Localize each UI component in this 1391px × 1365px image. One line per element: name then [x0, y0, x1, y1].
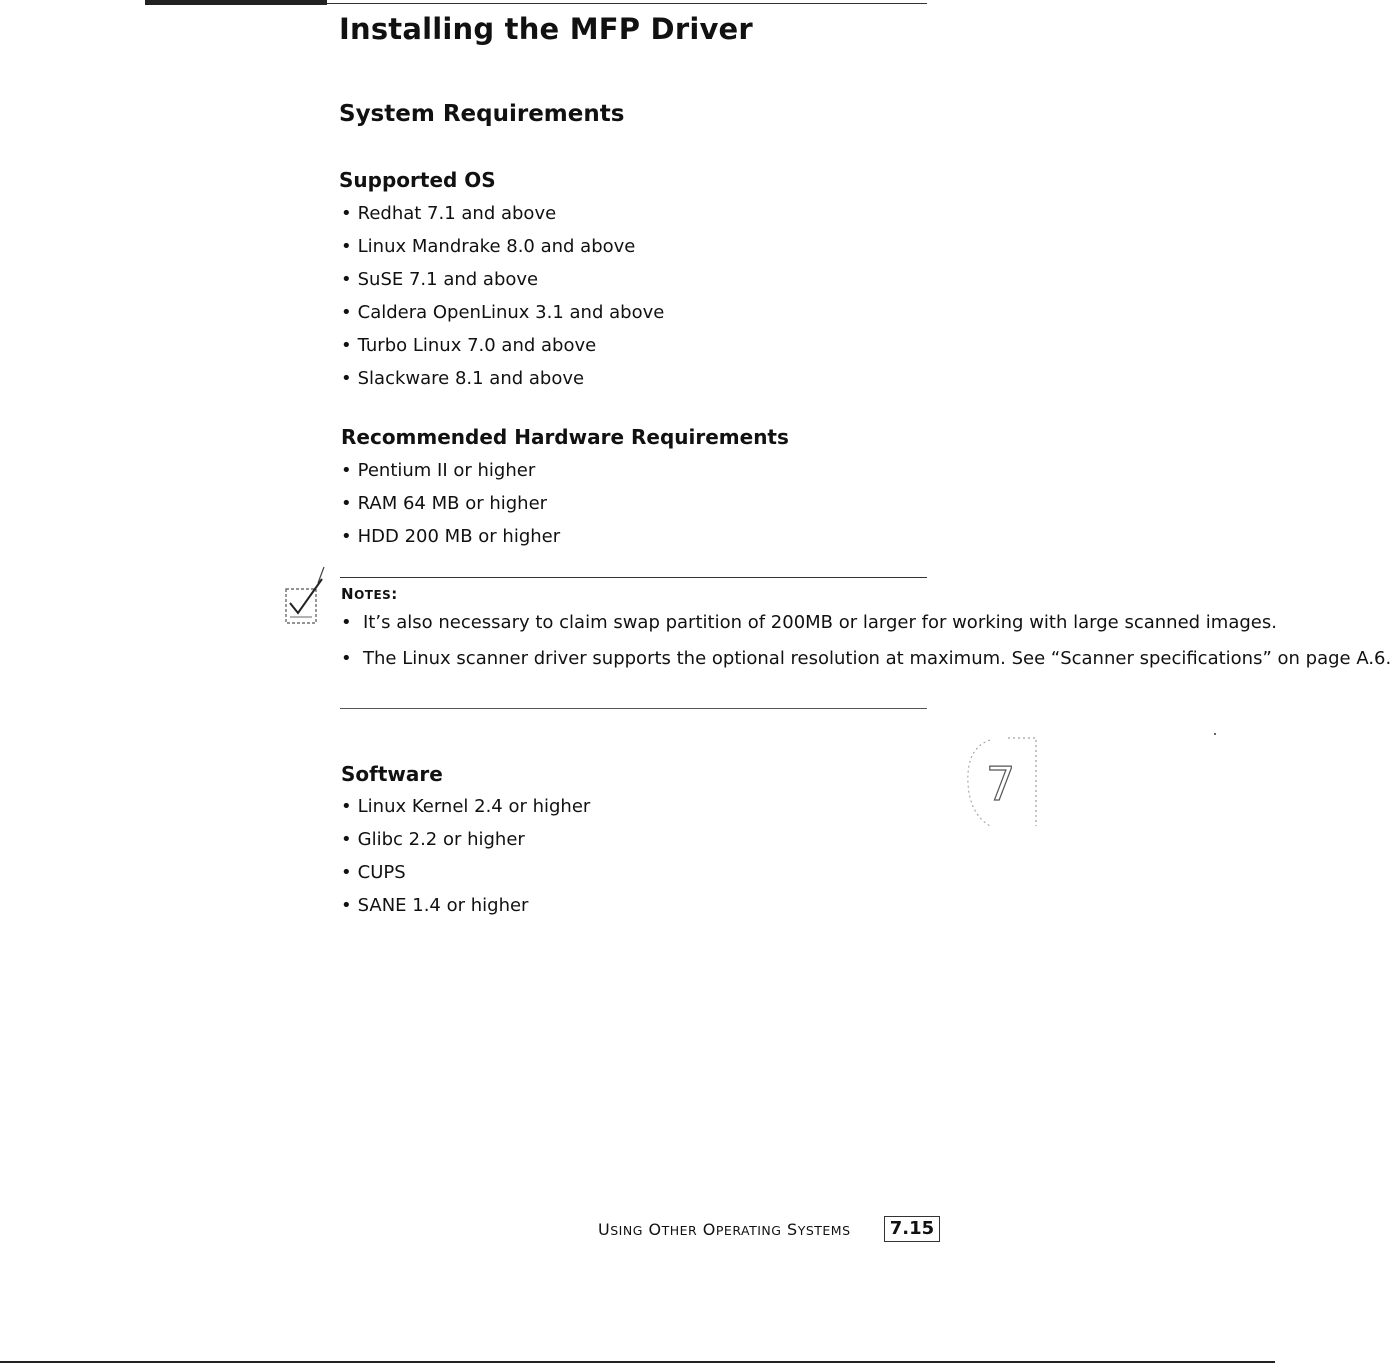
hardware-heading: Recommended Hardware Requirements [341, 425, 789, 449]
note-item: • The Linux scanner driver supports the optional resolution at maximum. See “Scanner specifications” on page A.6. [341, 648, 931, 681]
supported-os-list [341, 203, 664, 401]
header-bar [145, 0, 327, 5]
software-list [341, 796, 590, 928]
list-item: • RAM 64 MB or higher [341, 493, 560, 526]
list-item: • Slackware 8.1 and above [341, 368, 664, 401]
note-item: • It’s also necessary to claim swap partition of 200MB or larger for working with large scanned images. [341, 612, 931, 645]
list-item: • Linux Mandrake 8.0 and above [341, 236, 664, 269]
chapter-number: 7 [986, 757, 1016, 811]
footer-chapter-title: USING OTHER OPERATING SYSTEMS [598, 1220, 851, 1239]
list-item: • Redhat 7.1 and above [341, 203, 664, 236]
notes-label: NOTES: [341, 585, 398, 603]
chapter-tab [960, 734, 1042, 830]
notes-bottom-rule [340, 708, 927, 709]
list-item: • Glibc 2.2 or higher [341, 829, 590, 862]
list-item: • Caldera OpenLinux 3.1 and above [341, 302, 664, 335]
list-item: • Pentium II or higher [341, 460, 560, 493]
page-title: Installing the MFP Driver [339, 12, 753, 46]
list-item: • Linux Kernel 2.4 or higher [341, 796, 590, 829]
list-item: • Turbo Linux 7.0 and above [341, 335, 664, 368]
section-heading: System Requirements [339, 101, 625, 127]
list-item: • CUPS [341, 862, 590, 895]
list-item: • SANE 1.4 or higher [341, 895, 590, 928]
software-heading: Software [341, 762, 443, 786]
speck [1214, 733, 1216, 735]
page-number: 7.15 [884, 1216, 940, 1242]
bottom-rule [0, 1361, 1275, 1363]
notes-top-rule [340, 577, 927, 578]
supported-os-heading: Supported OS [339, 168, 496, 192]
note-checkbox-icon [278, 565, 328, 630]
list-item: • SuSE 7.1 and above [341, 269, 664, 302]
hardware-list [341, 460, 560, 559]
list-item: • HDD 200 MB or higher [341, 526, 560, 559]
notes-list [341, 612, 1391, 684]
header-rule [327, 3, 927, 4]
